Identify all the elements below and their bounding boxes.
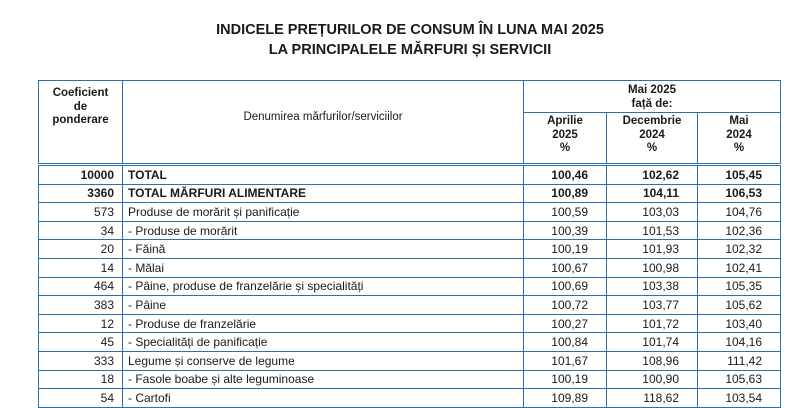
row-vs-april-2025: 100,19	[524, 240, 607, 259]
row-vs-april-2025: 109,89	[524, 389, 607, 408]
row-weight: 464	[39, 277, 123, 296]
table-row	[39, 258, 781, 277]
table-row	[39, 370, 781, 389]
row-vs-may-2024: 103,40	[698, 314, 781, 333]
row-vs-april-2025: 100,89	[524, 184, 607, 203]
row-item-name: TOTAL MĂRFURI ALIMENTARE	[123, 184, 524, 203]
row-vs-may-2024: 106,53	[698, 184, 781, 203]
row-weight: 383	[39, 296, 123, 315]
table-body	[39, 165, 781, 408]
row-vs-april-2025: 100,39	[524, 221, 607, 240]
row-vs-december-2024: 101,53	[607, 221, 698, 240]
row-weight: 573	[39, 203, 123, 222]
row-vs-december-2024: 101,93	[607, 240, 698, 259]
row-vs-december-2024: 102,62	[607, 165, 698, 185]
row-weight: 34	[39, 221, 123, 240]
row-vs-april-2025: 100,72	[524, 296, 607, 315]
row-vs-december-2024: 103,03	[607, 203, 698, 222]
row-item-name: - Pâine, produse de franzelărie și specialități	[123, 277, 524, 296]
row-vs-may-2024: 105,63	[698, 370, 781, 389]
row-vs-may-2024: 104,16	[698, 333, 781, 352]
row-weight: 45	[39, 333, 123, 352]
row-vs-april-2025: 101,67	[524, 351, 607, 370]
row-item-name: - Făină	[123, 240, 524, 259]
row-item-name: - Produse de franzelărie	[123, 314, 524, 333]
table-row	[39, 314, 781, 333]
row-vs-december-2024: 101,72	[607, 314, 698, 333]
header-period-group: Mai 2025 față de:	[524, 81, 781, 113]
row-vs-april-2025: 100,46	[524, 165, 607, 185]
row-vs-december-2024: 101,74	[607, 333, 698, 352]
table-row	[39, 296, 781, 315]
title-line-1: INDICELE PREȚURILOR DE CONSUM ÎN LUNA MAI 2025	[216, 22, 604, 38]
row-vs-december-2024: 108,96	[607, 351, 698, 370]
row-vs-december-2024: 104,11	[607, 184, 698, 203]
row-weight: 20	[39, 240, 123, 259]
table-row	[39, 184, 781, 203]
table-row	[39, 221, 781, 240]
price-index-table	[38, 80, 781, 408]
row-vs-may-2024: 102,36	[698, 221, 781, 240]
row-weight: 3360	[39, 184, 123, 203]
header-vs-may-2024: Mai 2024 %	[698, 113, 781, 165]
row-item-name: - Pâine	[123, 296, 524, 315]
row-vs-april-2025: 100,59	[524, 203, 607, 222]
row-vs-may-2024: 105,45	[698, 165, 781, 185]
row-vs-april-2025: 100,67	[524, 258, 607, 277]
row-vs-may-2024: 102,41	[698, 258, 781, 277]
header-item-name: Denumirea mărfurilor/serviciilor	[123, 81, 524, 165]
row-weight: 14	[39, 258, 123, 277]
document-title	[0, 20, 800, 60]
table-row	[39, 389, 781, 408]
row-vs-may-2024: 102,32	[698, 240, 781, 259]
table-row	[39, 277, 781, 296]
row-item-name: Produse de morărit și panificație	[123, 203, 524, 222]
row-item-name: - Fasole boabe și alte leguminoase	[123, 370, 524, 389]
row-item-name: TOTAL	[123, 165, 524, 185]
row-vs-april-2025: 100,19	[524, 370, 607, 389]
row-weight: 12	[39, 314, 123, 333]
row-weight: 18	[39, 370, 123, 389]
row-vs-may-2024: 111,42	[698, 351, 781, 370]
header-weight-coefficient: Coeficient de ponderare	[39, 81, 123, 165]
header-vs-april-2025: Aprilie 2025 %	[524, 113, 607, 165]
table-row	[39, 203, 781, 222]
row-vs-december-2024: 100,98	[607, 258, 698, 277]
row-vs-may-2024: 104,76	[698, 203, 781, 222]
title-line-2: LA PRINCIPALELE MĂRFURI ȘI SERVICII	[268, 42, 552, 58]
header-vs-december-2024: Decembrie 2024 %	[607, 113, 698, 165]
row-weight: 333	[39, 351, 123, 370]
row-item-name: Legume și conserve de legume	[123, 351, 524, 370]
row-weight: 54	[39, 389, 123, 408]
row-vs-april-2025: 100,69	[524, 277, 607, 296]
row-vs-may-2024: 103,54	[698, 389, 781, 408]
row-vs-may-2024: 105,62	[698, 296, 781, 315]
row-item-name: - Mălai	[123, 258, 524, 277]
row-vs-april-2025: 100,84	[524, 333, 607, 352]
row-vs-april-2025: 100,27	[524, 314, 607, 333]
row-item-name: - Produse de morărit	[123, 221, 524, 240]
row-vs-december-2024: 103,38	[607, 277, 698, 296]
row-vs-december-2024: 103,77	[607, 296, 698, 315]
table-row	[39, 240, 781, 259]
row-weight: 10000	[39, 165, 123, 185]
table-row	[39, 165, 781, 185]
table-row	[39, 351, 781, 370]
row-vs-december-2024: 100,90	[607, 370, 698, 389]
row-item-name: - Cartofi	[123, 389, 524, 408]
table-row	[39, 333, 781, 352]
row-item-name: - Specialități de panificație	[123, 333, 524, 352]
row-vs-december-2024: 118,62	[607, 389, 698, 408]
row-vs-may-2024: 105,35	[698, 277, 781, 296]
